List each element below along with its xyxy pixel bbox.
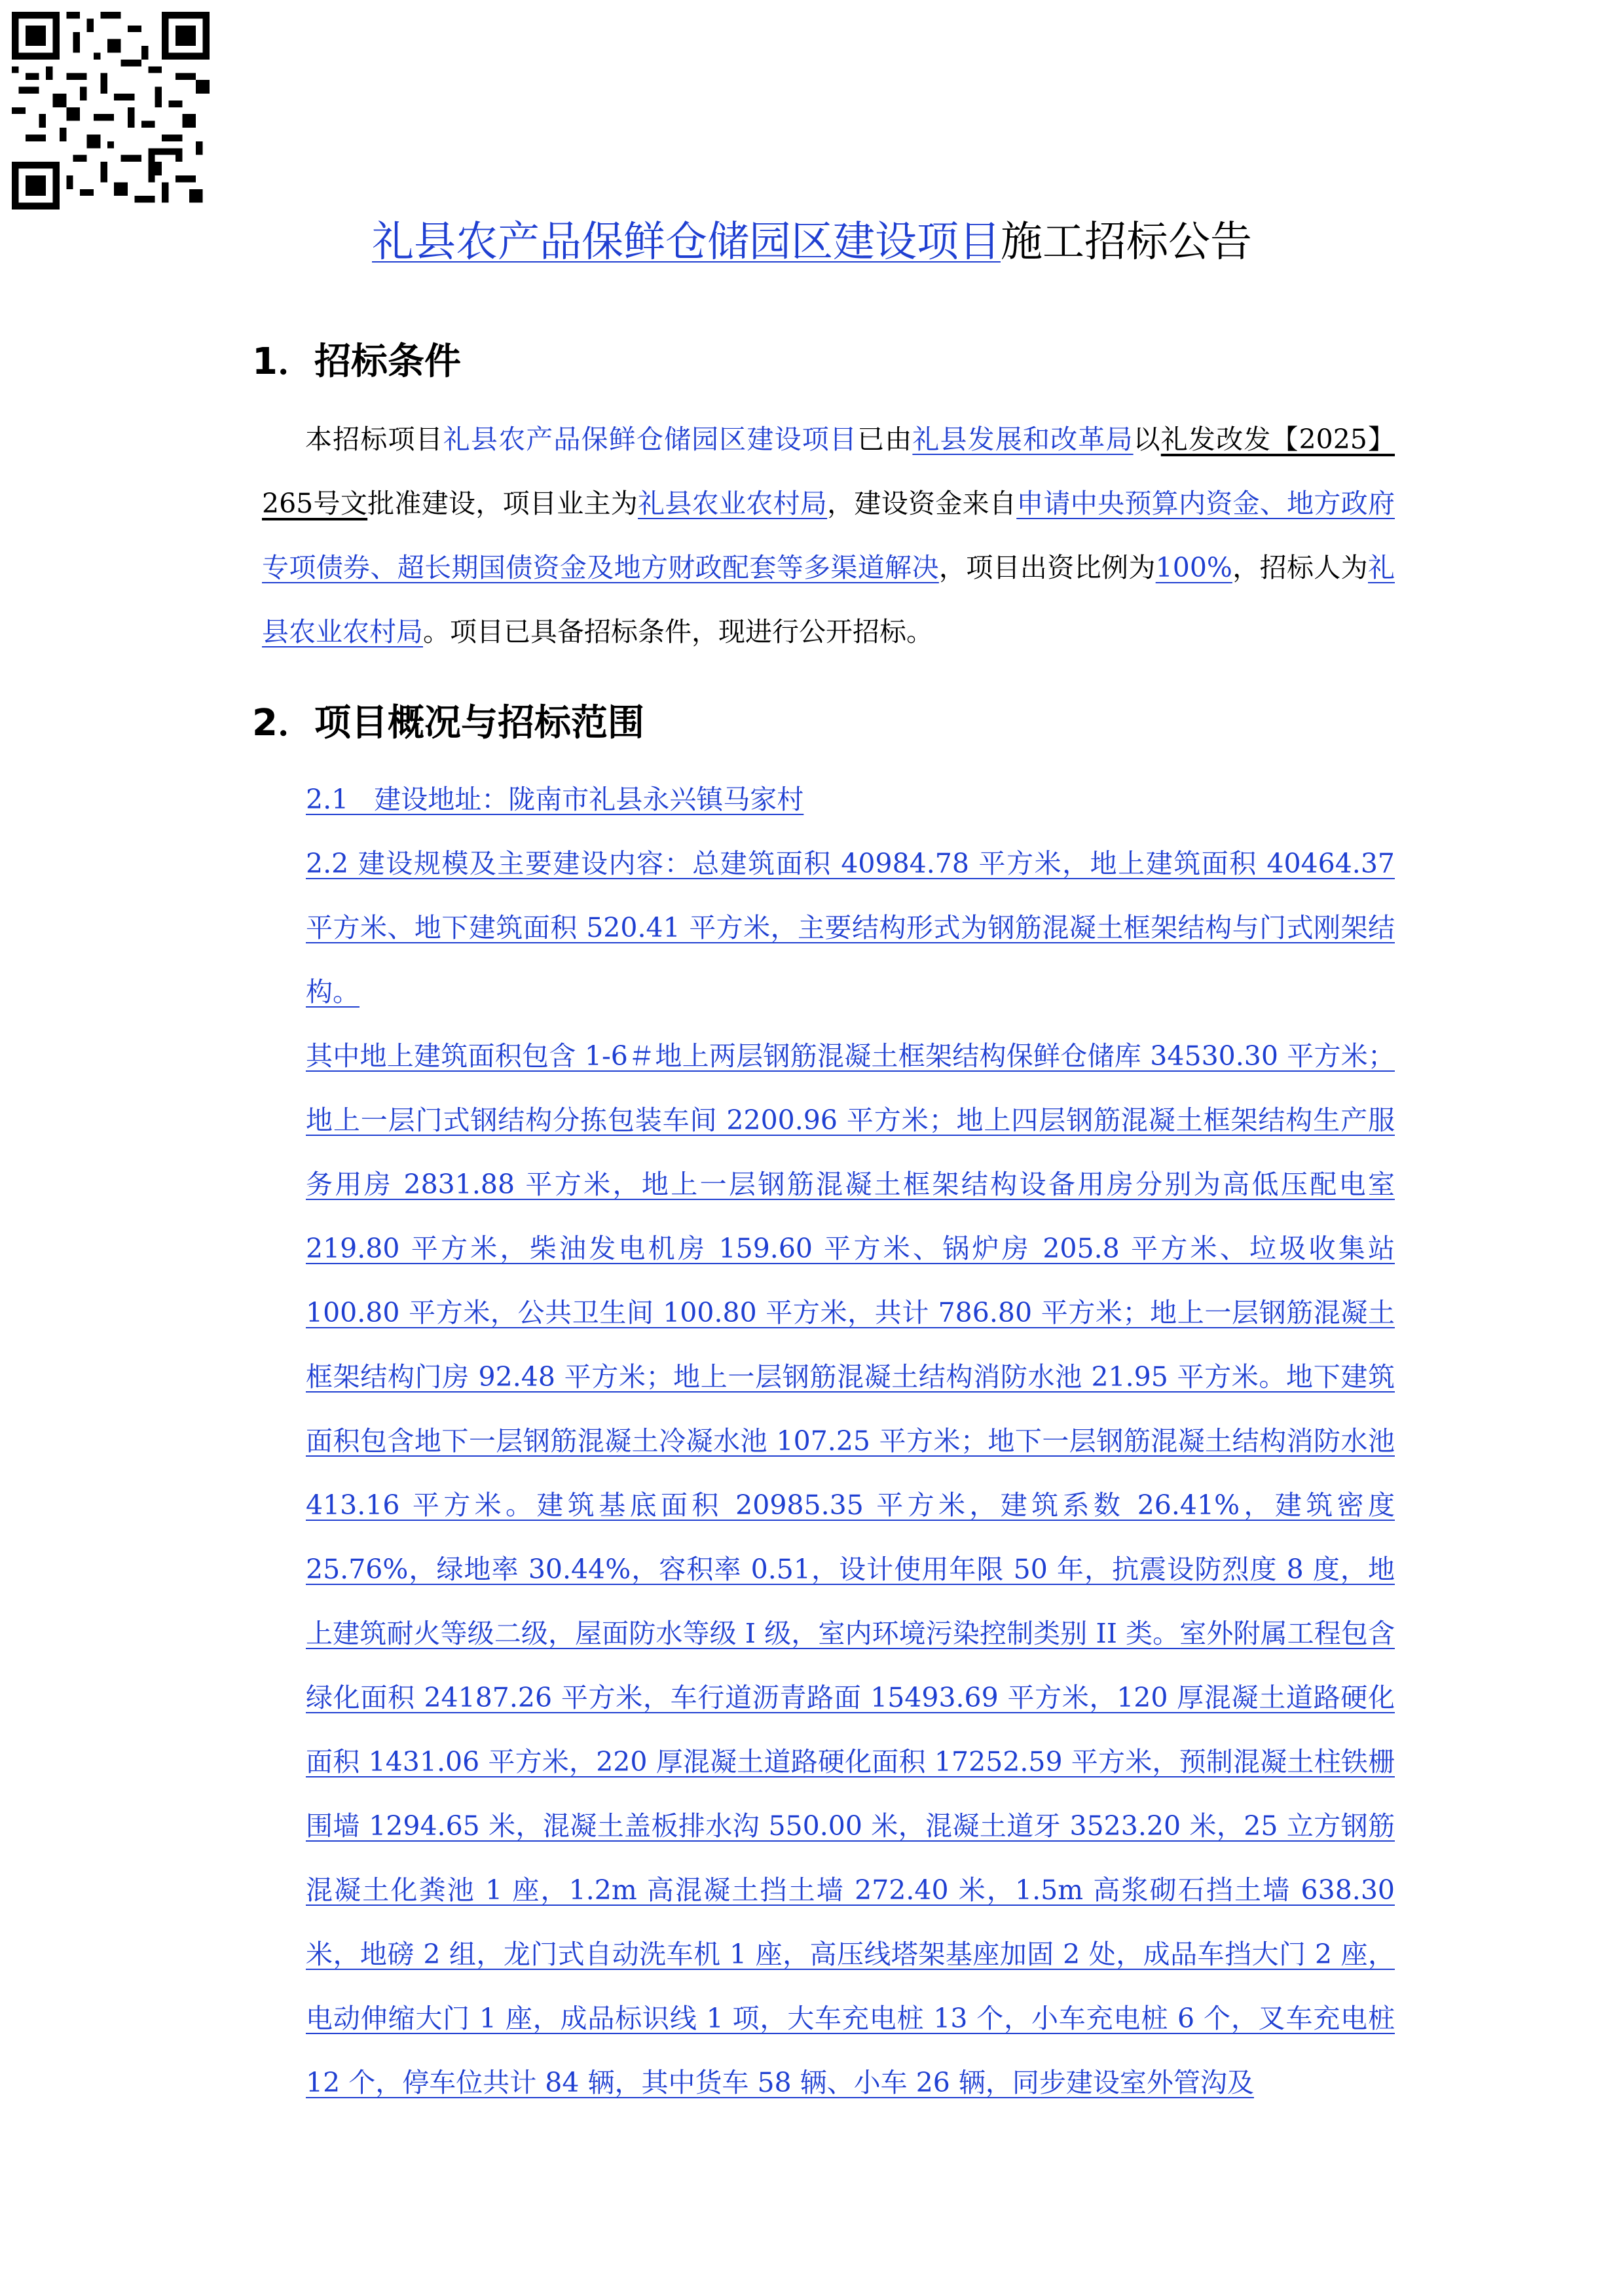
funding-ratio: 100%: [1155, 552, 1232, 583]
qr-code: [12, 12, 210, 210]
section-1-heading: 1．招标条件: [252, 340, 461, 383]
project-owner: 礼县农业农村局: [638, 488, 828, 519]
funding-source: 申请中央预算内资金、地方政府专项债券、超长期国债资金及地方财政配套等多渠道解决: [262, 488, 1395, 583]
title-project-name: 礼县农产品保鲜仓储园区建设项目: [372, 218, 1001, 266]
page-title: [0, 216, 1624, 268]
approval-doc-no: 礼发改发【2025】265号文: [262, 424, 1395, 519]
construction-detail: 其中地上建筑面积包含 1-6＃地上两层钢筋混凝土框架结构保鲜仓储库 34530.30 平方米；地上一层门式钢结构分拣包装车间 2200.96 平方米；地上四层钢筋混凝土框架结构生产服务用房 2831.88 平方米，地上一层钢筋混凝土框架结构设备用房分别为高低压配电室 219.80 平方米，柴油发电机房 159.60 平方米、锅炉房 205.8 平方米、垃圾收集站 100.80 平方米，公共卫生间 100.80 平方米，共计 786.80 平方米；地上一层钢筋混凝土框架结构门房 92.48 平方米；地上一层钢筋混凝土结构消防水池 21.95 平方米。地下建筑面积包含地下一层钢筋混凝土冷凝水池 107.25 平方米；地下一层钢筋混凝土结构消防水池 413.16 平方米。建筑基底面积 20985.35 平方米，建筑系数 26.41%，建筑密度 25.76%，绿地率 30.44%，容积率 0.51，设计使用年限 50 年，抗震设防烈度 8 度，地上建筑耐火等级二级，屋面防水等级 I 级，室内环境污染控制类别 II 类。室外附属工程包含绿化面积 24187.26 平方米，车行道沥青路面 15493.69 平方米，120 厚混凝土道路硬化面积 1431.06 平方米，220 厚混凝土道路硬化面积 17252.59 平方米，预制混凝土柱铁栅围墙 1294.65 米，混凝土盖板排水沟 550.00 米，混凝土道牙 3523.20 米，25 立方钢筋混凝土化粪池 1 座，1.2m 高混凝土挡土墙 272.40 米，1.5m 高浆砌石挡土墙 638.30 米，地磅 2 组，龙门式自动洗车机 1 座，高压线塔架基座加固 2 处，成品车挡大门 2 座，电动伸缩大门 1 座，成品标识线 1 项，大车充电桩 13 个，小车充电桩 6 个，叉车充电桩 12 个，停车位共计 84 辆，其中货车 58 辆、小车 26 辆，同步建设室外管沟及: [306, 1040, 1395, 2098]
construction-address: 2.1 建设地址：陇南市礼县永兴镇马家村: [306, 784, 804, 815]
title-suffix: 施工招标公告: [1001, 218, 1252, 266]
construction-scale: 2.2 建设规模及主要建设内容：总建筑面积 40984.78 平方米，地上建筑面积 40464.37 平方米、地下建筑面积 520.41 平方米，主要结构形式为钢筋混凝土框架结构与门式刚架结构。: [306, 848, 1395, 1008]
tenderer: 礼县农业农村局: [262, 552, 1395, 647]
project-name-link: 礼县农产品保鲜仓储园区建设项目: [443, 424, 858, 455]
qr-code-image: [12, 12, 210, 210]
section-1-paragraph: 本招标项目礼县农产品保鲜仓储园区建设项目已由礼县发展和改革局以礼发改发【2025】265号文批准建设，项目业主为礼县农业农村局，建设资金来自申请中央预算内资金、地方政府专项债券、超长期国债资金及地方财政配套等多渠道解决，项目出资比例为100%，招标人为礼县农业农村局。项目已具备招标条件，现进行公开招标。: [262, 424, 1395, 647]
section-2-heading: 2．项目概况与招标范围: [252, 702, 644, 744]
approver: 礼县发展和改革局: [912, 424, 1134, 455]
